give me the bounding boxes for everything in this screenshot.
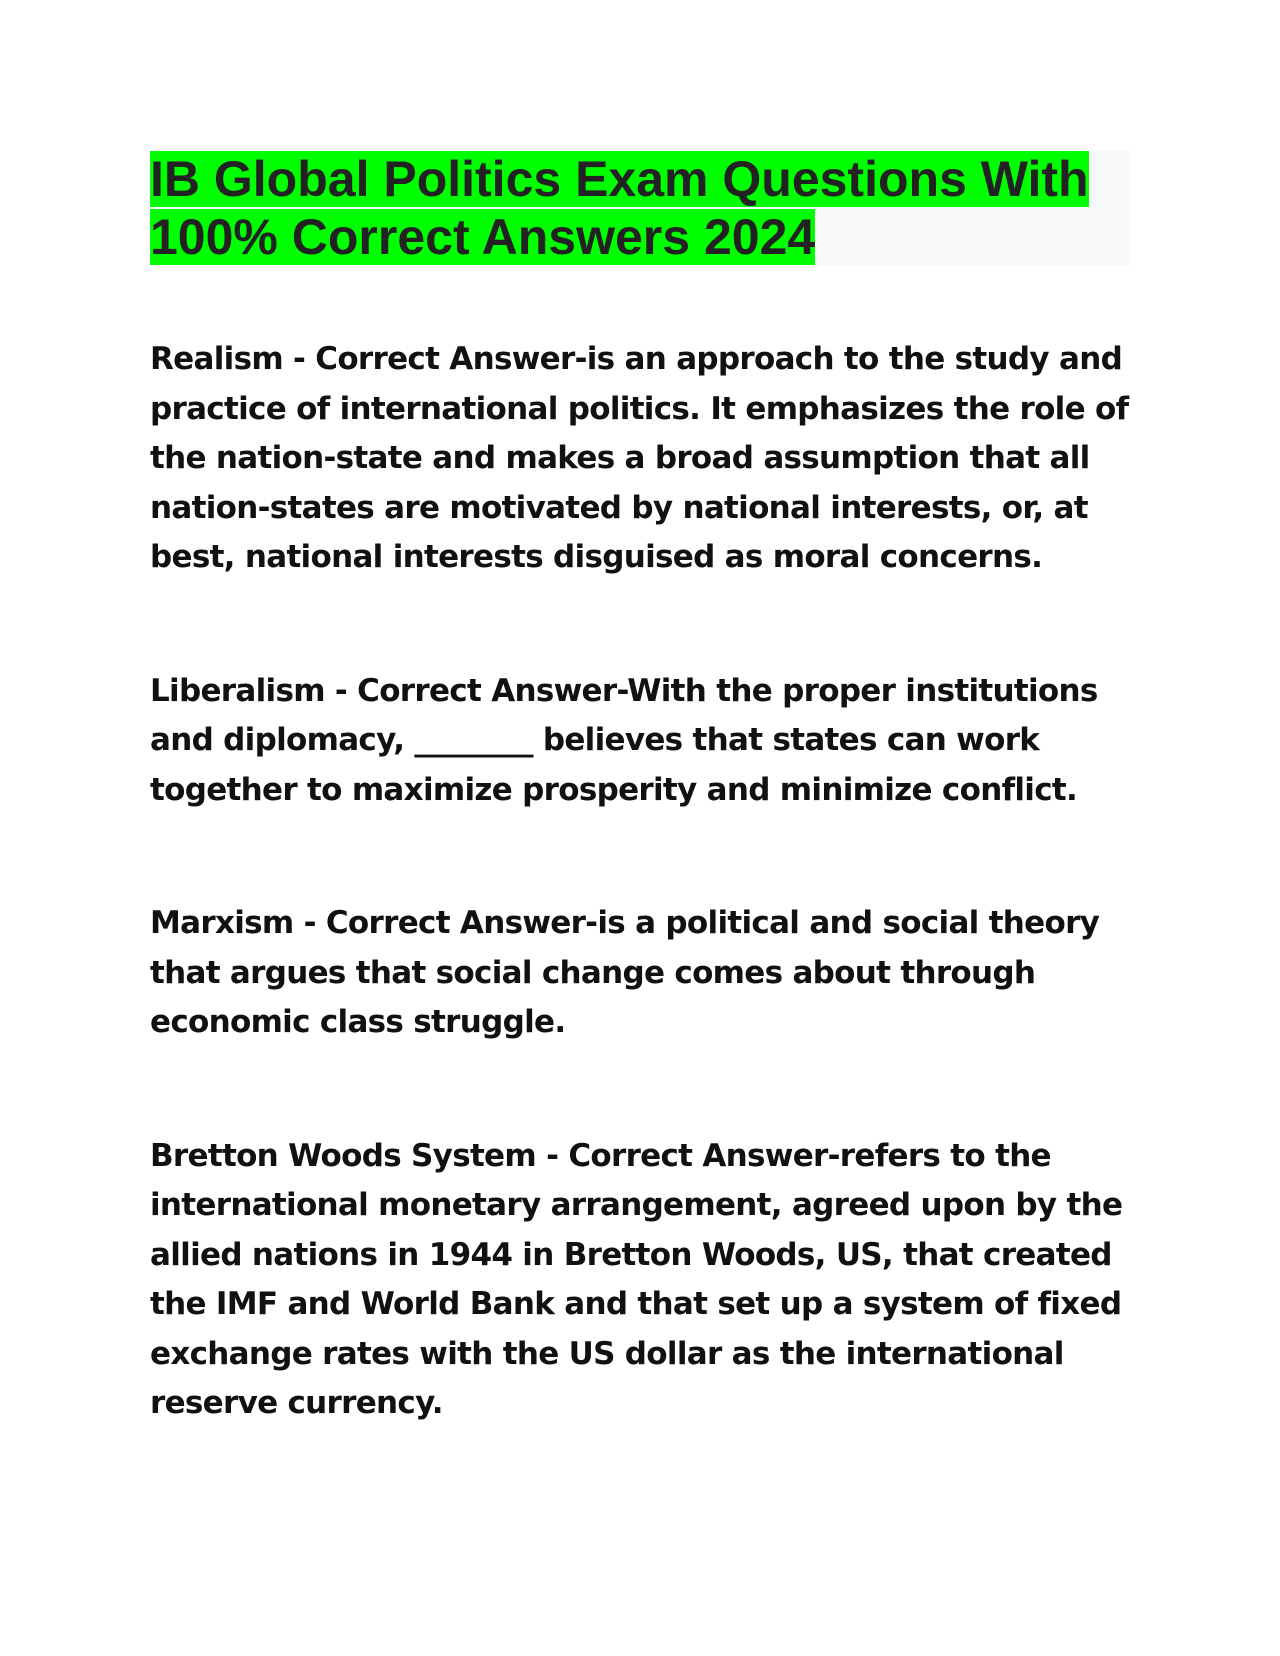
qa-entry-liberalism: Liberalism - Correct Answer-With the proper institutions and diplomacy, ________ believes that states can work together to maximize prosperity and minimize conflict. [150, 672, 1098, 808]
title-block [150, 150, 1130, 265]
document-page [150, 150, 1130, 1513]
qa-entry-realism: Realism - Correct Answer-is an approach to the study and practice of international politics. It emphasizes the role of the nation-state and makes a broad assumption that all nation-states are motivated by national interests, or, at best, national interests disguised as moral concerns. [150, 341, 1129, 575]
page-title [150, 150, 1130, 266]
qa-entry-marxism: Marxism - Correct Answer-is a political and social theory that argues that social change comes about through economic class struggle. [150, 905, 1100, 1040]
qa-list [150, 335, 1130, 1429]
qa-entry-bretton-woods: Bretton Woods System - Correct Answer-refers to the international monetary arrangement, agreed upon by the allied nations in 1944 in Bretton Woods, US, that created the IMF and World Bank and that set up a system of fixed exchange rates with the US dollar as the international reserve currency. [150, 1137, 1123, 1421]
title-highlight: IB Global Politics Exam Questions With 100% Correct Answers 2024 [150, 151, 1089, 265]
